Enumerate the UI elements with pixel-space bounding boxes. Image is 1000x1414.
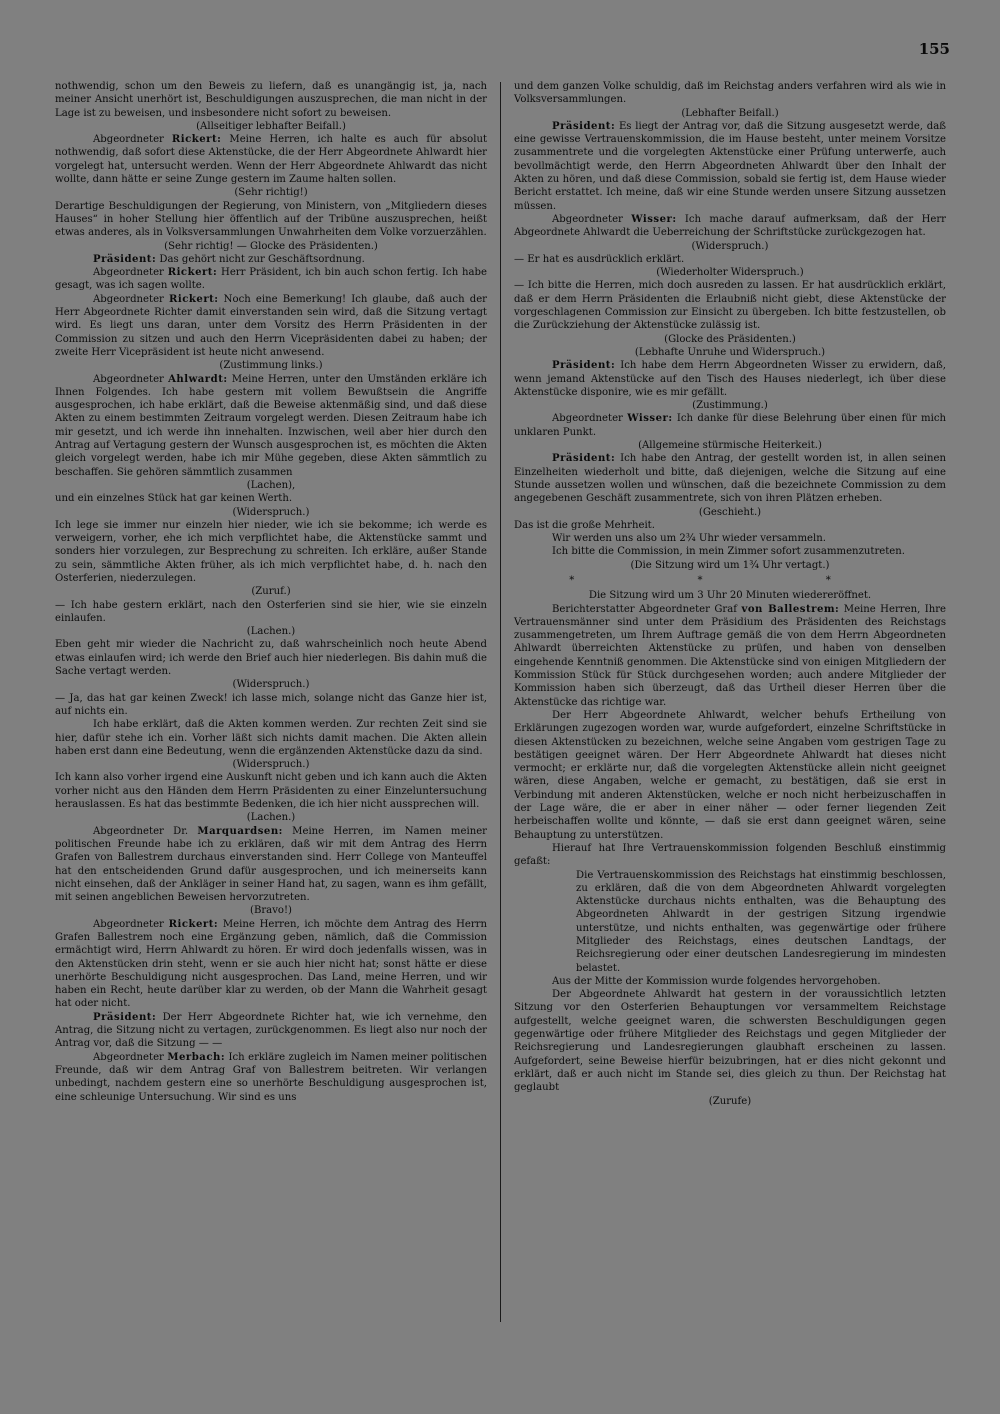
speaker-name: Wisser: <box>631 213 677 225</box>
stage-direction: (Wiederholter Widerspruch.) <box>656 267 804 279</box>
paragraph: und dem ganzen Volke schuldig, daß im Reichstag anders verfahren wird als wie in Volksversammlungen. <box>514 81 946 106</box>
speaker-prefix: Abgeordneter <box>93 373 169 385</box>
speaker-prefix: Abgeordneter <box>93 134 172 146</box>
stage-direction: (Bravo!) <box>250 905 292 917</box>
section-separator: * * * <box>569 574 891 586</box>
stage-direction: (Allseitiger lebhafter Beifall.) <box>196 120 346 132</box>
stage-direction: (Zurufe) <box>708 1095 752 1107</box>
paragraph: Der Abgeordnete Ahlwardt hat gestern in der voraussichtlich letzten Sitzung vor den Osterferien Behauptungen vor versammeltem Reichstage aufgestellt, welche geeignet waren, die schwersten Beschuldigungen gegen gegenwärtige oder frühere Mitglieder des Reichstags und gegen Mitglieder der Reichsregierung und Landesregierungen glaubhaft erscheinen zu lassen. Aufgefordert, seine Beweise hierfür beizubringen, hat er dies nicht gekonnt und erklärt, daß er auch nicht im Stande sei, dies gleich zu thun. Der Reichstag hat geglaubt <box>514 989 946 1094</box>
speaker-name: Präsident: <box>93 1011 157 1023</box>
paragraph: und ein einzelnes Stück hat gar keinen Werth. <box>55 493 293 505</box>
stage-direction: (Widerspruch.) <box>232 759 310 771</box>
stage-direction: (Zustimmung.) <box>692 400 768 412</box>
stage-direction: Die Sitzung wird um 3 Uhr 20 Minuten wiedereröffnet. <box>588 590 872 602</box>
speaker-name: Rickert: <box>167 267 218 279</box>
left-column <box>55 80 487 1104</box>
speech-text: Noch eine Bemerkung! Ich glaube, daß auch der Herr Abgeordnete Richter damit einverstanden sein wird, daß die Sitzung vertagt wird. Es liegt uns daran, unter dem Vorsitz des Herrn Präsidenten in der Commission zu sitzen und auch den Herrn Vicepräsidenten dabei zu haben; der zweite Herr Vicepräsident ist heute nicht anwesend. <box>55 293 487 358</box>
speech-text: Meine Herren, Ihre Vertrauensmänner sind unter dem Präsidium des Präsidenten des Reichstags zusammengetreten, um Ihrem Auftrage gemäß die von dem Herrn Abgeordneten Ahlwardt überreichten Aktenstücke zu prüfen, und haben von denselben eingehende Kenntniß genommen. Die Aktenstücke sind von einigen Mitgliedern der Kommission Stück für Stück durchgesehen worden; auch andere Mitglieder der Kommission haben sich überzeugt, daß das Urtheil dieser Herren über die Aktenstücke das richtige war. <box>514 603 947 708</box>
paragraph: Eben geht mir wieder die Nachricht zu, daß wahrscheinlich noch heute Abend etwas einlaufen wird; ich werde den Brief auch hier niederlegen. Bis dahin muß die Sache vertagt werden. <box>55 639 487 678</box>
speaker-paragraph <box>514 603 946 709</box>
stage-direction: (Geschieht.) <box>698 506 762 518</box>
speaker-paragraph <box>55 1051 487 1104</box>
speaker-name: Ahlwardt: <box>168 373 228 385</box>
speaker-name: Merbach: <box>167 1051 226 1063</box>
speaker-name: Präsident: <box>93 253 157 265</box>
paragraph: Ich bitte die Commission, in mein Zimmer sofort zusammenzutreten. <box>552 546 905 558</box>
speaker-paragraph <box>55 266 487 293</box>
speaker-paragraph <box>514 412 946 439</box>
paragraph: nothwendig, schon um den Beweis zu liefern, daß es unangängig ist, ja, nach meiner Ansicht unerhört ist, Beschuldigungen auszusprechen, die man nicht in der Lage ist zu beweisen, und insbesondere nicht sofort zu beweisen. <box>55 81 487 119</box>
speaker-paragraph <box>55 293 487 359</box>
speech-text: Das gehört nicht zur Geschäftsordnung. <box>156 253 365 265</box>
stage-direction: (Glocke des Präsidenten.) <box>664 333 796 345</box>
paragraph: Das ist die große Mehrheit. <box>514 519 655 531</box>
speech-text: Ich mache darauf aufmerksam, daß der Herr Abgeordnete Ahlwardt die Ueberreichung der Schriftstücke zurückgezogen hat. <box>514 213 946 239</box>
stage-direction: (Lebhafter Beifall.) <box>681 107 779 119</box>
stage-direction: (Lachen.) <box>246 626 296 638</box>
speech-text: Herr Präsident, ich bin auch schon fertig. Ich habe gesagt, was ich sagen wollte. <box>55 267 487 292</box>
stage-direction: (Sehr richtig!) <box>234 187 308 199</box>
speaker-paragraph <box>55 825 487 905</box>
paragraph: Derartige Beschuldigungen der Regierung, von Ministern, von „Mitgliedern dieses Hauses“ in hoher Stellung hier öffentlich auf der Tribüne auszusprechen, heißt etwas anderes, als in Volksversammlungen Unwahrheiten dem Volke vorzuerzählen. <box>55 200 487 239</box>
stage-direction: (Lachen.) <box>246 812 296 824</box>
paragraph: — Ja, das hat gar keinen Zweck! ich lasse mich, solange nicht das Ganze hier ist, auf nichts ein. <box>55 692 487 717</box>
speech-text: Meine Herren, im Namen meiner politischen Freunde habe ich zu erklären, daß wir mit dem Antrag des Herrn Grafen von Ballestrem durchaus einverstanden sind. Herr College von Manteuffel hat den entscheidenden Grund dafür ausgesprochen, und ich meinerseits kann nicht einsehen, daß der Ankläger in seiner Hand hat, zu sagen, wann es ihm gefällt, mit seinen angeblichen Beweisen hervorzutreten. <box>55 825 488 904</box>
speaker-name: Rickert: <box>171 134 222 146</box>
speech-text: Der Herr Abgeordnete Richter hat, wie ich vernehme, den Antrag, die Sitzung nicht zu vertagen, zurückgenommen. Es liegt also nur noch der Antrag vor, daß die Sitzung — — <box>55 1011 487 1050</box>
paragraph: — Ich bitte die Herren, mich doch ausreden zu lassen. Er hat ausdrücklich erklärt, daß er dem Herrn Präsidenten die Erlaubniß nicht giebt, diese Aktenstücke der vorgeschlagenen Commission zur Einsicht zu übergeben. Ich bitte festzustellen, ob die Zurückziehung der Aktenstücke zulässig ist. <box>514 280 946 332</box>
speaker-paragraph <box>514 213 946 240</box>
stage-direction: (Zustimmung links.) <box>219 360 323 372</box>
right-column <box>514 80 946 1108</box>
paragraph: Ich habe erklärt, daß die Akten kommen werden. Zur rechten Zeit sind sie hier, dafür stehe ich ein. Vorher läßt sich nichts damit machen. Die Akten allein haben erst dann eine Bedeutung, wenn die ergänzenden Aktenstücke dazu da sind. <box>55 719 487 757</box>
speaker-name: Rickert: <box>169 293 219 305</box>
paragraph: Hierauf hat Ihre Vertrauenskommission folgenden Beschluß einstimmig gefaßt: <box>514 842 946 868</box>
resolution-quote: Die Vertrauenskommission des Reichstags hat einstimmig beschlossen, zu erklären, daß die von dem Abgeordneten Ahlwardt vorgelegten Aktenstücke durchaus nichts enthalten, was die Behauptung des Abgeordneten Ahlwardt in der gestrigen Sitzung irgendwie unterstütze, und nichts enthalten, was gegenwärtige oder frühere Mitglieder des Reichstags, eines deutschen Landtags, der Reichsregierung oder einer deutschen Landesregierung im mindesten belastet. <box>576 869 946 974</box>
speaker-name: Marquardsen: <box>197 825 283 837</box>
stage-direction: (Lebhafte Unruhe und Widerspruch.) <box>634 346 826 358</box>
speaker-paragraph <box>55 133 487 186</box>
speaker-paragraph <box>514 452 946 505</box>
speech-text: Ich habe dem Herrn Abgeordneten Wisser zu erwidern, daß, wenn jemand Aktenstücke auf den Tisch des Hauses niederlegt, ich über diese Aktenstücke disponire, wie es mir gefällt. <box>514 360 946 398</box>
paragraph: Wir werden uns also um 2¾ Uhr wieder versammeln. <box>552 533 826 545</box>
speaker-paragraph <box>514 120 946 213</box>
speaker-prefix: Abgeordneter <box>552 413 628 425</box>
speaker-paragraph <box>514 359 946 399</box>
speaker-paragraph <box>55 1011 487 1051</box>
speech-text: Es liegt der Antrag vor, daß die Sitzung ausgesetzt werde, daß eine gewisse Vertrauenskommission, die im Hause besteht, unter meinem Vorsitze zusammentrete und die vorgelegten Aktenstücke einer Prüfung unterwerfe, auch bevollmächtigt werde, den Herrn Abgeordneten Ahlwardt über den Inhalt der Akten zu hören, und daß diese Commission, sobald sie fertig ist, dem Hause wieder Bericht erstattet. Ich meine, daß wir eine Stunde werden unsere Sitzung aussetzen müssen. <box>514 120 946 212</box>
speaker-paragraph <box>55 253 487 266</box>
speaker-name: Präsident: <box>552 360 616 372</box>
stage-direction: (Sehr richtig! — Glocke des Präsidenten.) <box>164 240 378 252</box>
paragraph: Ich kann also vorher irgend eine Auskunft nicht geben und ich kann auch die Akten vorher nicht aus den Händen dem Herrn Präsidenten zu einer Einzeluntersuchung herauslassen. Es hat das bestimmte Bedenken, die ich hier nicht aussprechen will. <box>55 772 487 811</box>
speaker-prefix: Abgeordneter <box>93 1051 168 1063</box>
paragraph: — Ich habe gestern erklärt, nach den Osterferien sind sie hier, wie sie einzeln einlaufen. <box>55 599 487 624</box>
paragraph: Aus der Mitte der Kommission wurde folgendes hervorgehoben. <box>552 975 881 987</box>
speech-text: Meine Herren, ich halte es auch für absolut nothwendig, daß sofort diese Aktenstücke, die der Herr Abgeordnete Ahlwardt hier vorgelegt hat, untersucht werden. Wenn der Herr Abgeordnete Ahlwardt das nicht wollte, dann hätte er seine Zunge gestern im Zaume halten sollen. <box>55 134 487 186</box>
paragraph: Der Herr Abgeordnete Ahlwardt, welcher behufs Ertheilung von Erklärungen zugezogen worden war, wurde aufgefordert, einzelne Schriftstücke in diesen Aktenstücken zu bezeichnen, welche seine Angaben vom gestrigen Tage zu bestätigen geeignet wären. Der Herr Abgeordnete Ahlwardt hat dieses nicht vermocht; er erklärte nur, daß die vorgelegten Aktenstücke allein nicht geeignet wären, diese Angaben, welche er gemacht, zu bestätigen, daß sie erst in Verbindung mit anderen Aktenstücken, welche er noch nicht herbeizuschaffen in der Lage wäre, die er aber in einer näher — oder ferner liegenden Zeit herbeischaffen wollte und könnte, — daß sie erst dann geeignet wären, seine Behauptung zu unterstützen. <box>514 709 946 841</box>
stage-direction: (Widerspruch.) <box>691 240 769 252</box>
speaker-paragraph <box>55 918 487 1011</box>
speaker-prefix: Abgeordneter Dr. <box>93 825 198 837</box>
column-divider <box>500 82 501 1322</box>
page-number: 155 <box>918 40 950 58</box>
stage-direction: (Die Sitzung wird um 1¾ Uhr vertagt.) <box>630 559 830 571</box>
speaker-prefix: Abgeordneter <box>93 918 169 930</box>
speech-text: Meine Herren, unter den Umständen erkläre ich Ihnen Folgendes. Ich habe gestern mit vollem Bewußtsein die Angriffe ausgesprochen, ich habe erklärt, daß die Beweise aktenmäßig sind, und daß diese Akten zu einem bestimmten Zeitraum vorgelegt werden. Diesen Zeitraum habe ich mir gesetzt, und ich werde ihn innehalten. Inzwischen, weil aber hier durch den Antrag auf Vertagung gestern der Wunsch ausgesprochen ist, es möchten die Akten gleich vorgelegt werden, habe ich mir Mühe gegeben, diese Akten sämmtlich zu beschaffen. Sie gehören sämmtlich zusammen <box>55 373 487 478</box>
speaker-name: Wisser: <box>627 413 673 425</box>
stage-direction: (Zuruf.) <box>251 586 291 598</box>
stage-direction: (Widerspruch.) <box>232 679 310 691</box>
stage-direction: (Lachen), <box>246 479 296 491</box>
stage-direction: (Widerspruch.) <box>232 506 310 518</box>
speaker-prefix: Berichterstatter Abgeordneter Graf <box>552 603 742 615</box>
speech-text: Meine Herren, ich möchte dem Antrag des Herrn Grafen Ballestrem noch eine Ergänzung geben, nämlich, daß die Commission ermächtigt wird, Herrn Ahlwardt zu hören. Er wird doch jedenfalls wissen, was in den Aktenstücken drin steht, wenn er sie auch hier nicht hat; sonst hätte er diese unerhörte Beschuldigung nicht ausgesprochen. Das Land, meine Herren, und wir haben ein Recht, heute darüber klar zu werden, ob der Mann die Wahrheit gesagt hat oder nicht. <box>55 918 487 1010</box>
speaker-prefix: Abgeordneter <box>93 267 168 279</box>
speech-text: Ich danke für diese Belehrung über einen für mich unklaren Punkt. <box>514 413 946 438</box>
paragraph: — Er hat es ausdrücklich erklärt. <box>514 253 685 265</box>
speaker-name: Rickert: <box>168 918 219 930</box>
stage-direction: (Allgemeine stürmische Heiterkeit.) <box>638 440 822 452</box>
speaker-name: von Ballestrem: <box>741 603 840 615</box>
speaker-name: Präsident: <box>552 453 616 465</box>
speaker-prefix: Abgeordneter <box>552 213 632 225</box>
paragraph: Ich lege sie immer nur einzeln hier nieder, wie ich sie bekomme; ich werde es verweigern, vorher, ehe ich mich verpflichtet habe, die Aktenstücke sammt und sonders hier vorzulegen, zur Besprechung zu schreiten. Ich erkläre, außer Stande zu sein, sämmtliche Akten früher, als ich mich verpflichtet habe, d. h. nach den Osterferien, niederzulegen. <box>55 519 487 584</box>
speaker-paragraph <box>55 373 487 479</box>
speaker-prefix: Abgeordneter <box>93 293 170 305</box>
speech-text: Ich erkläre zugleich im Namen meiner politischen Freunde, daß wir dem Antrag Graf von Ballestrem beitreten. Wir verlangen unbedingt, nachdem gestern eine so unerhörte Beschuldigung ausgesprochen ist, eine schleunige Untersuchung. Wir sind es uns <box>55 1051 487 1103</box>
speaker-name: Präsident: <box>552 120 616 132</box>
speech-text: Ich habe den Antrag, der gestellt worden ist, in allen seinen Einzelheiten wiederholt und bitte, daß diejenigen, welche die Sitzung auf eine Stunde aussetzen wollen und wünschen, daß die bezeichnete Commission zu dem angegebenen Geschäft zusammentrete, sich von ihren Plätzen erheben. <box>514 453 946 505</box>
